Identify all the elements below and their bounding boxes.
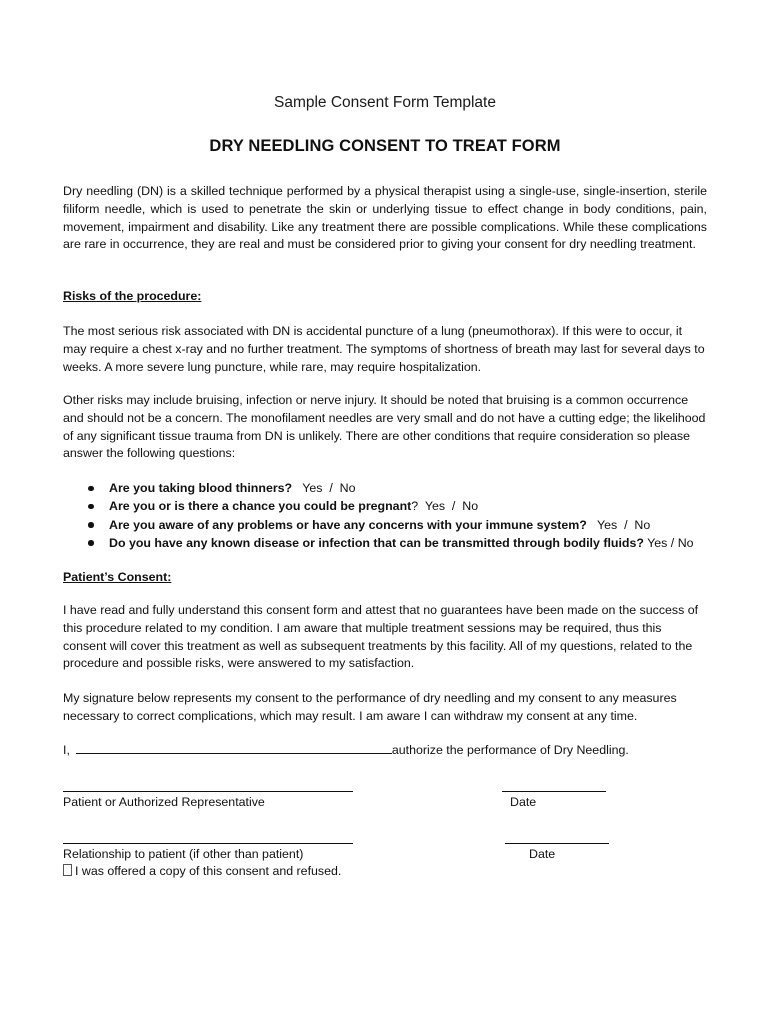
copy-refused-label: I was offered a copy of this consent and refused. (75, 864, 342, 878)
patient-signature-field[interactable] (63, 791, 353, 792)
question-text: Are you or is there a chance you could be pregnant (109, 499, 412, 514)
authorization-suffix: authorize the performance of Dry Needling. (391, 743, 629, 757)
copy-refused-row (63, 864, 341, 878)
consent-paragraph-2: My signature below represents my consent to the performance of dry needling and my consent to any measures necessary to correct complications, which may result. I am aware I can withdraw my consent at any time. (63, 691, 677, 723)
checkbox-icon[interactable] (63, 864, 72, 876)
relationship-label: Relationship to patient (if other than patient) (63, 847, 304, 861)
page-subtitle: Sample Consent Form Template (274, 94, 496, 111)
answer-options: Yes / No (643, 535, 694, 550)
answer-options: ? Yes / No (411, 499, 479, 514)
date-label-1: Date (510, 795, 537, 809)
patient-name-field[interactable] (76, 741, 392, 754)
bullet-icon (88, 522, 94, 528)
list-item (63, 479, 743, 497)
questions-list (63, 479, 743, 552)
list-item (63, 534, 743, 552)
consent-paragraph-1: I have read and fully understand this consent form and attest that no guarantees have been made on the success of this procedure related to my condition. I am aware that multiple treatment sessions may be required, thus this consent will cover this treatment as well as subsequent treatments by this facility. All of my questions, related to the procedure and possible risks, were answered to my satisfaction. (63, 603, 699, 671)
consent-heading: Patient’s Consent: (63, 570, 172, 584)
bullet-icon (88, 504, 94, 510)
risks-paragraph-2: Other risks may include bruising, infection or nerve injury. It should be noted that bruising is a common occurrence and should not be a concern. The monofilament needles are very small and do not have a cutting edge; the likelihood of any significant tissue trauma from DN is unlikely. There are other conditions that require consideration so please answer the following questions: (63, 393, 706, 461)
patient-signature-label: Patient or Authorized Representative (63, 795, 265, 809)
relationship-field[interactable] (63, 843, 353, 844)
page-title: DRY NEEDLING CONSENT TO TREAT FORM (209, 137, 561, 155)
bullet-icon (88, 540, 94, 546)
question-text: Do you have any known disease or infection that can be transmitted through bodily fluids? (109, 535, 644, 550)
list-item (63, 516, 743, 534)
answer-options: Yes / No (586, 517, 651, 532)
list-item (63, 497, 743, 515)
date-field-2[interactable] (505, 843, 609, 844)
risks-paragraph-1: The most serious risk associated with DN is accidental puncture of a lung (pneumothorax). If this were to occur, it may require a chest x-ray and no further treatment. The symptoms of shortness of breath may last for several days to weeks. A more severe lung puncture, while rare, may require hospitalization. (63, 324, 705, 374)
intro-paragraph: Dry needling (DN) is a skilled technique performed by a physical therapist using a single-use, single-insertion, sterile filiform needle, which is used to penetrate the skin or underlying tissue to effect change in body conditions, pain, movement, impairment and disability. Like any treatment there are possible complications. While these complications are rare in occurrence, they are real and must be considered prior to giving your consent for dry needling treatment. (63, 184, 707, 252)
risks-heading: Risks of the procedure: (63, 289, 202, 303)
authorization-line (63, 741, 629, 757)
authorization-prefix: I, (63, 743, 70, 757)
date-label-2: Date (529, 847, 556, 861)
question-text: Are you aware of any problems or have any concerns with your immune system? (109, 517, 587, 532)
date-field-1[interactable] (502, 791, 606, 792)
answer-options: Yes / No (292, 481, 356, 495)
question-text: Are you taking blood thinners? (109, 481, 293, 495)
bullet-icon (88, 486, 94, 492)
